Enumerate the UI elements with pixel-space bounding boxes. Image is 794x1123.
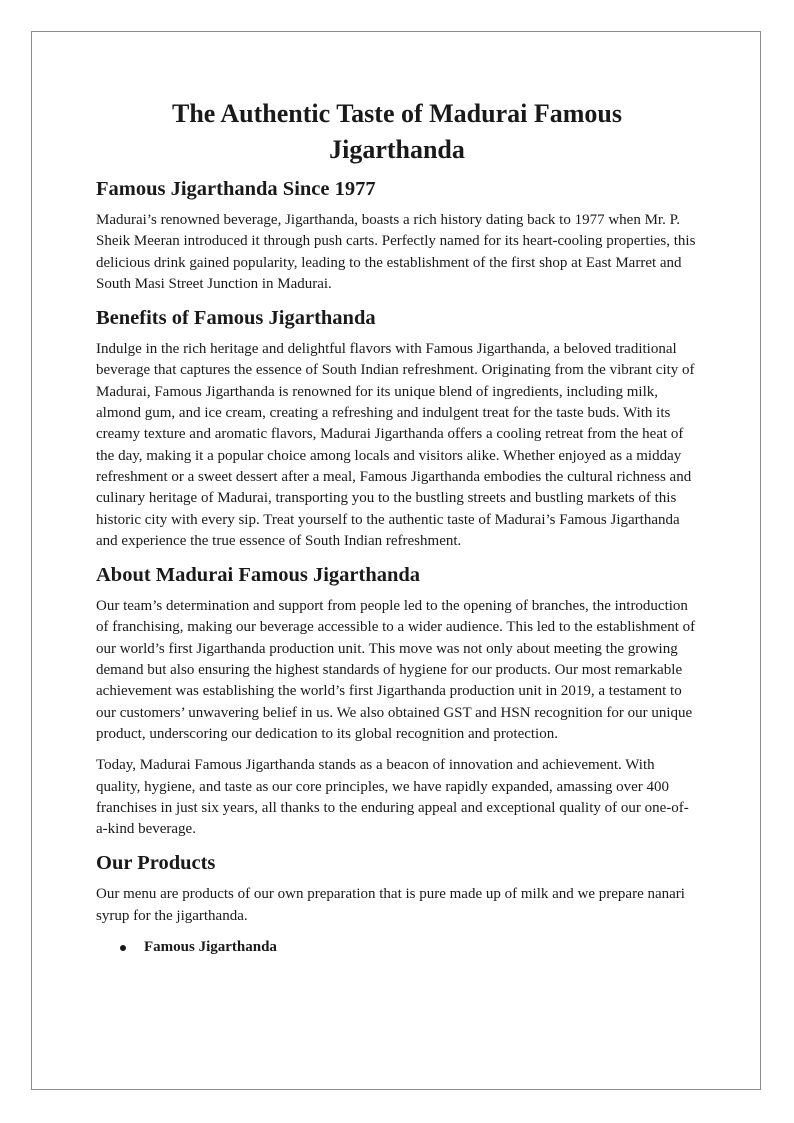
section-heading: Famous Jigarthanda Since 1977 [96, 178, 376, 200]
section-since-1977 [96, 176, 698, 295]
section-heading: About Madurai Famous Jigarthanda [96, 564, 421, 587]
section-paragraph: Indulge in the rich heritage and delightful flavors with Famous Jigarthanda, a beloved traditional beverage that captures the essence of South Indian refreshment. Originating from the vibrant city of Madurai, Famous Jigarthanda is renowned for its unique blend of ingredients, including milk, almond gum, and ice cream, creating a refreshing and indulgent treat for the taste buds. With its creamy texture and aromatic flavors, Madurai Jigarthanda offers a cooling retreat from the heat of the day, making it a popular choice among locals and visitors alike. Whether enjoyed as a midday refreshment or a sweet dessert after a meal, Famous Jigarthanda embodies the cultural richness and culinary heritage of Madurai, transporting you to the bustling streets and bustling markets of this historic city with every sip. Treat yourself to the authentic taste of Madurai’s Famous Jigarthanda and experience the true essence of South Indian refreshment. [96, 341, 695, 549]
bullet-icon [120, 945, 126, 951]
section-paragraph: Madurai’s renowned beverage, Jigarthanda, boasts a rich history dating back to 1977 when Mr. P. Sheik Meeran introduced it through push carts. Perfectly named for its heart-cooling properties, this delicious drink gained popularity, leading to the establishment of the first shop at East Marret and South Masi Street Junction in Madurai. [96, 212, 696, 292]
section-heading: Benefits of Famous Jigarthanda [96, 307, 376, 330]
product-list [96, 937, 698, 958]
section-products [96, 850, 698, 958]
section-paragraph: Our team’s determination and support from people led to the opening of branches, the introduction of franchising, making our beverage accessible to a wider audience. This led to the establishment of our world’s first Jigarthanda production unit. This move was not only about meeting the growing demand but also ensuring the highest standards of hygiene for our products. Our most remarkable achievement was establishing the world’s first Jigarthanda production unit in 2019, a testament to our customers’ unwavering belief in us. We also obtained GST and HSN recognition for our unique product, underscoring our dedication to its global recognition and protection. [96, 598, 696, 742]
section-paragraph: Today, Madurai Famous Jigarthanda stands as a beacon of innovation and achievement. With quality, hygiene, and taste as our core principles, we have rapidly expanded, amassing over 400 franchises in just six years, all thanks to the enduring appeal and exceptional quality of our one-of-a-kind beverage. [96, 757, 689, 838]
list-item [120, 937, 698, 958]
document-title: The Authentic Taste of Madurai Famous Jigarthanda [172, 99, 622, 164]
section-benefits [96, 305, 698, 552]
document-body [96, 96, 698, 958]
section-paragraph: Our menu are products of our own preparation that is pure made up of milk and we prepare nanari syrup for the jigarthanda. [96, 886, 685, 924]
section-heading: Our Products [96, 852, 216, 875]
section-about [96, 562, 698, 840]
list-item-label: Famous Jigarthanda [144, 939, 277, 956]
